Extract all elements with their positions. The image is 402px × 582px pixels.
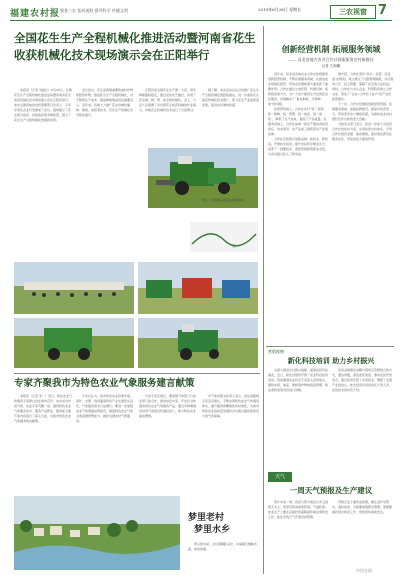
inset-diagram-image <box>190 222 258 252</box>
article5-body-col2: 培训采取理论讲解与现场示范相结合的方式，通俗易懂，深受农民欢迎。参训农民纷纷表示，通过培训学到了实用技术，增强了发展产业的信心。此次培训共培训农民千余人次，发放技术资料若干份。 <box>332 368 393 392</box>
article1-body-col4: 据了解，本次活动旨在总结推广花生生产全程机械化的经验做法，进一步加快花生收获机械化技术推广，助力花生产业高质量发展，促进农民增收致富。 <box>202 88 260 107</box>
event-photo-4 <box>138 318 258 368</box>
harvest-field-photo <box>14 318 134 368</box>
article5-kicker: 营销视窗 <box>268 349 284 354</box>
article5-headline: 新化科技培训 助力乡村振兴 <box>287 356 375 365</box>
issue-date: 2019年6月28日 星期五 <box>258 7 302 12</box>
watermark: 中国农网 <box>356 568 372 573</box>
article3-body-col2: 专家们认为，我市特色农业资源丰富，茶叶、水果、食用菌等特色产业发展势头良好，气象服务需求日益增长。要进一步加强农业气象观测站网建设，提高特色农业气象灾害监测预警能力，做好关键农时气象服务。 <box>76 394 134 423</box>
article4-title: 梦里老村 梦里水乡 <box>188 513 231 535</box>
weather-badge: 天气 <box>268 472 292 482</box>
article1-body-col1: 本报讯（记者 刘丽红）6月26日，全国花生生产全程机械化推进活动暨河南省花生收获机械化技术现场演示会在正阳县举行。来自全国各地的农机管理部门负责人、专家学者及企业代表参加了会议。现场演示了花生联合收获、捡拾收获等多种机型，展示了花生生产全程机械化的最新成果。 <box>14 88 72 122</box>
article5-body-col1: 为深入推进乡村振兴战略，提高农民科技素质，近日，新化县组织开展了农业科技培训活动。培训邀请农业技术专家深入田间地头，围绕水稻、油菜、果树等作物的栽培管理、病虫害防治等内容进行讲解。 <box>268 368 328 392</box>
article1-body-col3: 正阳县是全国花生生产第一大县，常年种植面积稳定，通过农机农艺融合，实现了花生耕、种、管、收全程机械化。会上，与会人员观摩了多台套花生收获机械的作业演示，并就花生机械化技术进行了交流研讨。 <box>139 88 197 112</box>
paper-logo: 福建农村报 <box>10 9 61 19</box>
article1-caption: 图为：现场演示的花生收获机械 <box>202 198 245 202</box>
masthead <box>0 0 402 22</box>
article6-headline: 一周天气预报及生产建议 <box>289 486 373 495</box>
masthead-rule <box>10 20 392 21</box>
event-photo-3 <box>14 318 134 368</box>
article3-body-col3: 与会专家还建议，要加强气象部门与农业部门的合作，推动信息共享，开发针对性强的特色农业气象服务产品，通过多种渠道及时将气象信息传递给农户，助力特色农业提质增效。 <box>139 394 197 418</box>
paper-motto: 服务三农 拓展视野 倡导科学 传播文明 <box>60 8 128 13</box>
machines-photo <box>138 262 258 314</box>
horizontal-divider <box>14 373 260 374</box>
article1-body-col2: 会议指出，花生是我国重要的油料作物和经济作物，推进花生生产全程机械化，对于降低生产成本、提高种植效益具有重要意义。近年来，各地大力推广花生机械化播种、植保、收获等技术，花生生产机械化水平稳步提升。 <box>76 88 134 117</box>
article6-body-col1: 预计未来一周，我省大部分地区以多云到阴天为主，局部有阵雨或雷阵雨，气温较高。农业生产上要注意做好防暑降温和病虫害防治工作，抓住有利天气开展田间管理。 <box>268 500 328 519</box>
crowd-photo <box>14 262 134 314</box>
article2-subhead: —— 河北省地方农业合作社探索服务农村新路径 <box>288 57 374 62</box>
tractor-field-photo <box>138 318 258 368</box>
article3-body-col1: 本报讯（记者 李一）近日，特色农业气象服务专家研讨会在我市召开，来自省内外的气象、农业专家齐聚一堂，围绕特色农业气象服务需求、服务产品研发、服务能力提升等内容进行了深入交流，为我市特色农业气象服务建言献策。 <box>14 394 72 423</box>
article3-headline: 专家齐聚我市为特色农业气象服务建言献策 <box>14 378 195 389</box>
article2-headline: 创新经营机制 拓展服务领域 <box>281 44 381 54</box>
article2-body-col2: 据介绍，合作社坚持“民办、民管、民受益”的原则，建立健全了内部管理制度，实行财务公开、民主管理，保障了社员的合法权益。同时，合作社与龙头企业、科研院所建立合作关系，形成了“企业+合作社+农户”的产业化经营模式。 下一步，合作社将继续创新经营机制，拓展服务领域，加强品牌建设，提高市场竞争力，带动更多农户增收致富，为推动农业农村现代化作出新的更大贡献。 当地有关部门表示，将进一步加大对农民合作社的扶持力度，完善政策支持体系，引导合作社规范发展、提质增效，更好地发挥其在服务农民、带动农民方面的作用。 <box>332 72 394 141</box>
article6-body-col2: 早稻正处于灌浆成熟期，要注意科学管水，适时收获；中稻要加强肥水管理；果园要做好排水防涝工作，预防果实病害发生。 <box>332 500 393 514</box>
article2-body-col1: 近年来，河北省各地农业合作社积极探索创新经营机制，不断拓展服务领域，在推进农业规模化经营、带动农民增收等方面发挥了重要作用。合作社通过土地托管、代耕代种、统防统治等方式，为广大农户提供全方位的社会化服务，有效解决了“谁来种地、怎样种地”的问题。 在经营机制上，合作社实行“统一采购、统一耕种、统一管理、统一收获、统一销售”，降低了生产成本，提高了产品质量。在服务领域上，合作社由单一的生产服务向农资供应、技术指导、农产品加工销售等全产业链延伸。 合作社还积极引进新品种、新技术、新机具，开展技术培训，提升农民科学种田水平，培养了一批懂技术、善经营的新型职业农民，为乡村振兴注入了新动能。 <box>268 72 328 156</box>
inset-diagram <box>190 222 258 252</box>
village-photo <box>14 496 180 570</box>
event-photo-1 <box>14 262 134 314</box>
article5-top-rule <box>266 346 394 347</box>
article3-body-col4: 市气象局相关负责人表示，将认真吸纳专家意见建议，不断完善特色农业气象服务体系，提升服务的精准性和时效性，为我市特色农业高质量发展和乡村振兴提供更加有力的气象保障。 <box>202 394 260 418</box>
vertical-divider <box>263 26 264 574</box>
svg-text:≈: ≈ <box>232 244 237 250</box>
page-number: 7 <box>378 3 388 18</box>
village-aerial-image <box>14 496 180 570</box>
section-label: 三农视窗 <box>330 5 376 19</box>
article1-headline: 全国花生生产全程机械化推进活动暨河南省花生 收获机械化技术现场演示会在正阳举行 <box>14 31 256 62</box>
article2-byline: 记者 王海鹏 <box>321 64 341 68</box>
article4-body: 青山绿水间，古村落静卧其中，白墙黛瓦倒映水面，如诗如画。 <box>188 542 258 551</box>
event-photo-2 <box>138 262 258 314</box>
